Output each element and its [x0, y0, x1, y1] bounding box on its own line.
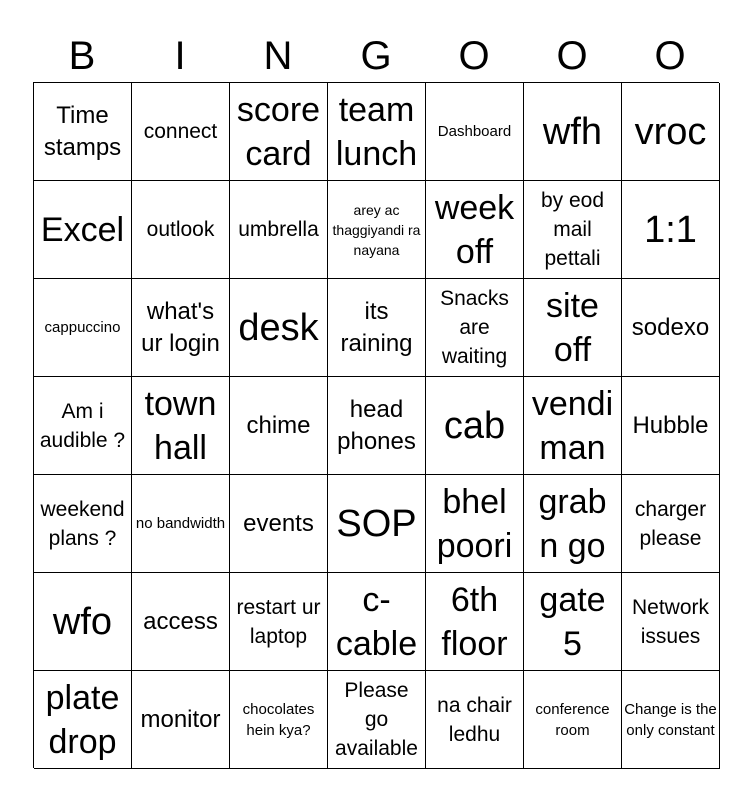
- cell-text: Excel: [40, 210, 125, 249]
- header-letter-b: B: [68, 34, 96, 78]
- bingo-cell[interactable]: [622, 181, 720, 279]
- bingo-cell[interactable]: [34, 83, 132, 181]
- bingo-cell[interactable]: [132, 181, 230, 279]
- bingo-cell[interactable]: [622, 475, 720, 573]
- cell-text: desk: [238, 306, 319, 349]
- cell-text: Am i audible ?: [39, 399, 126, 452]
- cell-text: wfh: [542, 110, 603, 153]
- cell-text: access: [143, 607, 218, 635]
- cell-text: site off: [546, 286, 599, 369]
- cell-text: Dashboard: [437, 123, 512, 140]
- bingo-cell[interactable]: [34, 181, 132, 279]
- cell-text: cab: [443, 404, 506, 447]
- cell-text: Please go available: [335, 679, 418, 760]
- bingo-cell[interactable]: [426, 573, 524, 671]
- bingo-cell[interactable]: [132, 671, 230, 769]
- bingo-cell[interactable]: [34, 377, 132, 475]
- cell-text: team lunch: [335, 90, 418, 173]
- bingo-cell[interactable]: [34, 475, 132, 573]
- cell-text: by eod mail pettali: [540, 189, 605, 270]
- bingo-cell[interactable]: [622, 377, 720, 475]
- cell-text: Hubble: [632, 411, 709, 439]
- cell-text: events: [243, 509, 314, 537]
- cell-text: c-cable: [335, 580, 418, 663]
- bingo-cell[interactable]: [34, 671, 132, 769]
- bingo-cell[interactable]: [230, 181, 328, 279]
- cell-text: no bandwidth: [135, 515, 226, 532]
- cell-text: chocolates hein kya?: [242, 700, 315, 739]
- bingo-cell[interactable]: [426, 377, 524, 475]
- bingo-cell[interactable]: [328, 573, 426, 671]
- bingo-cell[interactable]: [328, 181, 426, 279]
- bingo-cell[interactable]: [34, 573, 132, 671]
- bingo-cell[interactable]: [230, 573, 328, 671]
- cell-text: plate drop: [45, 678, 120, 761]
- bingo-cell[interactable]: [230, 377, 328, 475]
- header-letter-n: N: [263, 34, 293, 78]
- cell-text: sodexo: [631, 313, 710, 341]
- bingo-cell[interactable]: [230, 279, 328, 377]
- bingo-cell[interactable]: [426, 83, 524, 181]
- bingo-cell[interactable]: [524, 377, 622, 475]
- cell-text: connect: [143, 120, 218, 143]
- bingo-cell[interactable]: [524, 279, 622, 377]
- bingo-cell[interactable]: [132, 377, 230, 475]
- header-letter-g: G: [360, 34, 392, 78]
- bingo-cell[interactable]: [524, 573, 622, 671]
- cell-text: week off: [434, 188, 515, 271]
- cell-text: bhel poori: [436, 482, 513, 565]
- bingo-cell[interactable]: [524, 671, 622, 769]
- header-letter-i: I: [174, 34, 186, 78]
- cell-text: Change is the only constant: [624, 700, 717, 739]
- bingo-cell[interactable]: [34, 279, 132, 377]
- cell-text: restart ur laptop: [236, 595, 321, 648]
- cell-text: arey ac thaggiyandi ra nayana: [332, 201, 421, 258]
- cell-text: outlook: [146, 218, 215, 241]
- bingo-cell[interactable]: [328, 671, 426, 769]
- cell-text: na chair ledhu: [437, 693, 512, 746]
- bingo-cell[interactable]: [230, 671, 328, 769]
- bingo-cell[interactable]: [622, 83, 720, 181]
- bingo-cell[interactable]: [328, 475, 426, 573]
- bingo-cell[interactable]: [328, 377, 426, 475]
- bingo-cell[interactable]: [230, 475, 328, 573]
- cell-text: its raining: [340, 297, 413, 357]
- cell-text: grab n go: [538, 482, 607, 565]
- bingo-cell[interactable]: [524, 83, 622, 181]
- cell-text: conference room: [535, 700, 610, 739]
- bingo-cell[interactable]: [426, 475, 524, 573]
- cell-text: Time stamps: [43, 101, 122, 161]
- bingo-cell[interactable]: [426, 181, 524, 279]
- cell-text: monitor: [140, 705, 221, 733]
- header-letter-o1: O: [458, 34, 490, 78]
- bingo-cell[interactable]: [132, 475, 230, 573]
- cell-text: 1:1: [644, 208, 697, 251]
- bingo-cell[interactable]: [328, 83, 426, 181]
- bingo-cell[interactable]: [524, 181, 622, 279]
- cell-text: weekend plans ?: [40, 497, 125, 550]
- header-letter-o3: O: [654, 34, 686, 78]
- cell-text: SOP: [336, 502, 417, 545]
- cell-text: town hall: [144, 384, 217, 467]
- bingo-header: [33, 30, 719, 82]
- bingo-cell[interactable]: [132, 83, 230, 181]
- cell-text: Network issues: [631, 595, 710, 648]
- cell-text: gate 5: [539, 580, 606, 663]
- bingo-cell[interactable]: [426, 279, 524, 377]
- cell-text: cappuccino: [44, 319, 121, 336]
- cell-text: vroc: [634, 110, 707, 153]
- bingo-cell[interactable]: [622, 671, 720, 769]
- bingo-cell[interactable]: [328, 279, 426, 377]
- bingo-grid: [33, 82, 719, 768]
- cell-text: what's ur login: [141, 297, 220, 357]
- cell-text: chime: [246, 411, 311, 439]
- cell-text: umbrella: [238, 218, 319, 241]
- cell-text: head phones: [337, 395, 416, 455]
- cell-text: 6th floor: [441, 580, 508, 663]
- bingo-cell[interactable]: [524, 475, 622, 573]
- bingo-cell[interactable]: [132, 573, 230, 671]
- bingo-cell[interactable]: [622, 573, 720, 671]
- cell-text: score card: [236, 90, 321, 173]
- cell-text: charger please: [634, 497, 707, 550]
- bingo-cell[interactable]: [426, 671, 524, 769]
- cell-text: Snacks are waiting: [440, 287, 509, 368]
- bingo-cell[interactable]: [230, 83, 328, 181]
- bingo-cell[interactable]: [132, 279, 230, 377]
- cell-text: wfo: [52, 600, 113, 643]
- bingo-cell[interactable]: [622, 279, 720, 377]
- header-letter-o2: O: [556, 34, 588, 78]
- cell-text: vendi man: [531, 384, 614, 467]
